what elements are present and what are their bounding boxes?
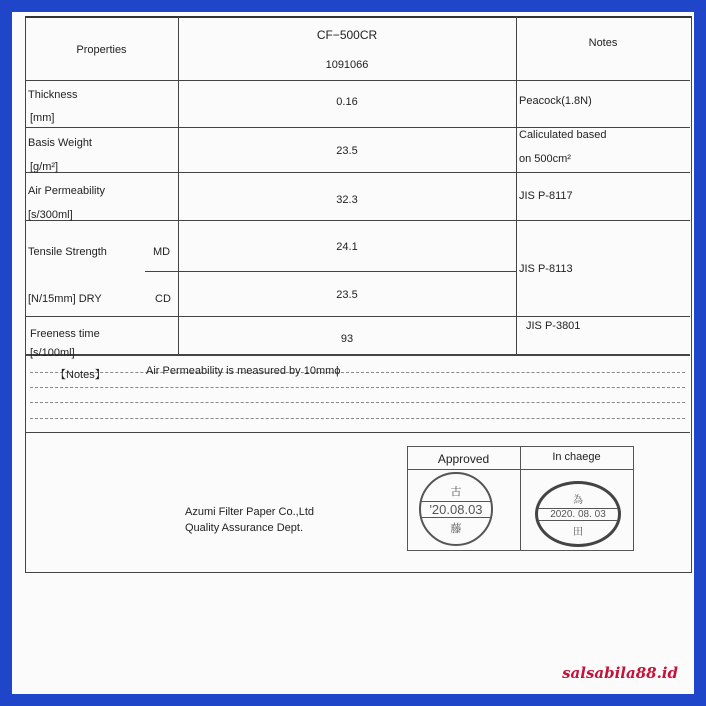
in-charge-label: In chaege <box>552 451 601 463</box>
watermark: salsabila88.id <box>562 664 678 682</box>
row-note: Peacock(1.8N) <box>519 95 592 107</box>
row-value: 23.5 <box>336 145 358 157</box>
notes-label: 【Notes】 <box>55 369 106 381</box>
md-label: MD <box>153 246 171 258</box>
notes-text: Air Permeability is measured by 10mmϕ <box>146 365 341 377</box>
row-note-2: on 500cm² <box>519 153 571 165</box>
row-unit: [mm] <box>30 112 55 124</box>
document-page <box>12 12 694 694</box>
row-unit: [s/100ml] <box>30 347 75 359</box>
stamp-date: '20.08.03 <box>421 501 491 518</box>
header-properties: Properties <box>76 44 127 56</box>
header-product: CF−500CR <box>316 28 378 42</box>
row-unit: [g/m²] <box>30 161 59 173</box>
cd-value: 23.5 <box>336 289 358 301</box>
in-charge-stamp <box>535 481 621 547</box>
row-note: Caliculated based <box>519 129 607 141</box>
stamp-date: 2020. 08. 03 <box>538 508 618 521</box>
row-label: Freeness time <box>30 328 100 340</box>
company-dept: Quality Assurance Dept. <box>185 522 304 534</box>
row-unit: [s/300ml] <box>28 209 73 221</box>
row-unit: [N/15mm] DRY <box>28 293 102 305</box>
cd-label: CD <box>155 293 171 305</box>
row-label: Thickness <box>28 89 78 101</box>
stamp-bottom: 田 <box>573 526 583 538</box>
row-note: JIS P-8117 <box>519 190 573 202</box>
stamp-top: 古 <box>450 485 462 498</box>
row-note: JIS P-8113 <box>519 263 573 275</box>
row-value: 93 <box>340 333 354 345</box>
row-label: Tensile Strength <box>28 246 107 258</box>
row-value: 32.3 <box>336 194 358 206</box>
header-notes: Notes <box>588 37 618 49</box>
header-lot: 1091066 <box>325 59 369 71</box>
stamp-top: 為 <box>573 494 583 506</box>
row-label: Air Permeability <box>28 185 106 197</box>
approved-stamp <box>419 472 493 546</box>
row-value: 0.16 <box>336 96 358 108</box>
row-note: JIS P-3801 <box>526 320 581 332</box>
row-label: Basis Weight <box>28 137 92 149</box>
md-value: 24.1 <box>336 241 358 253</box>
company-name: Azumi Filter Paper Co.,Ltd <box>185 506 314 518</box>
approved-label: Approved <box>437 452 490 466</box>
stamp-bottom: 藤 <box>450 522 462 535</box>
